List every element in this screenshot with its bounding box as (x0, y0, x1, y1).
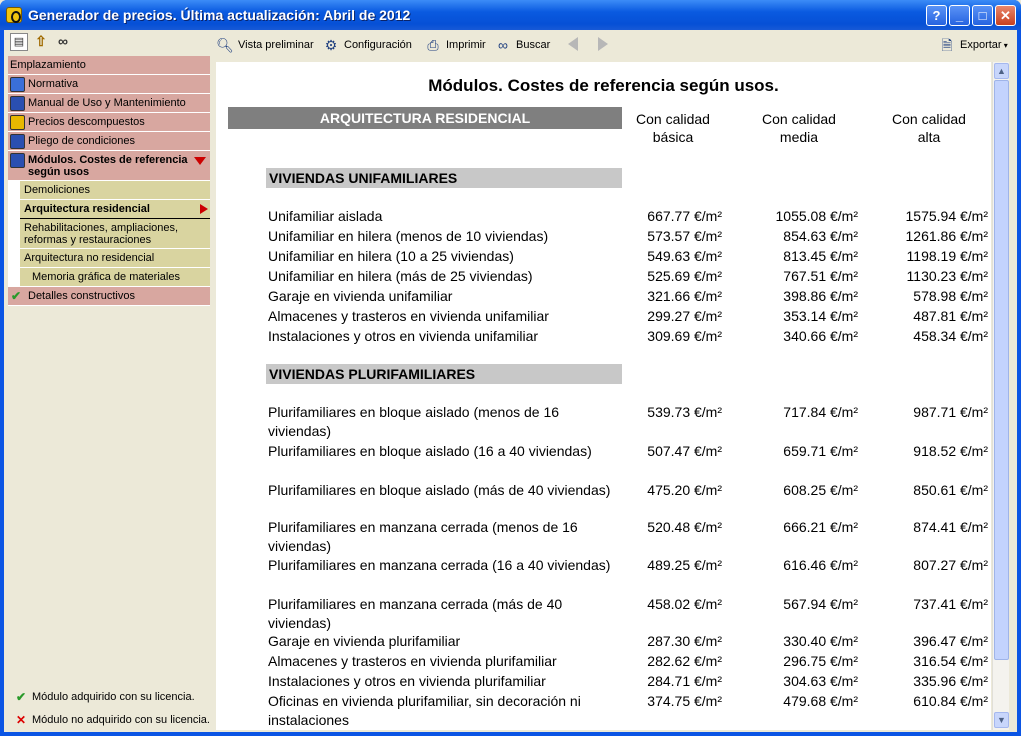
tree-item-precios[interactable] (8, 113, 210, 132)
modules-icon (10, 153, 25, 168)
config-button[interactable] (322, 35, 412, 55)
app-icon (6, 7, 22, 23)
subitem-arquitectura-residencial[interactable] (20, 200, 210, 219)
column-header-line: Con calidad (892, 111, 966, 127)
column-header-basica (608, 110, 738, 146)
value-media: 666.21 €/m² (783, 519, 858, 535)
value-basica: 539.73 €/m² (647, 404, 722, 420)
value-basica: 573.57 €/m² (647, 228, 722, 244)
up-folder-icon[interactable]: ⇧ (35, 33, 47, 49)
window-title: Generador de precios. Última actualización: Abril de 2012 (28, 7, 411, 23)
document-title: Módulos. Costes de referencia según usos. (428, 76, 779, 95)
document-view[interactable] (216, 62, 991, 730)
value-alta: 987.71 €/m² (913, 404, 988, 420)
row-label: Plurifamiliares en bloque aislado (16 a 40 viviendas) (268, 443, 592, 459)
value-basica: 525.69 €/m² (647, 268, 722, 284)
tree-item-manual[interactable] (8, 94, 210, 113)
magnifier-page-icon: 🔍︎ (216, 37, 234, 53)
row-label: Plurifamiliares en bloque aislado (más de 40 viviendas) (268, 482, 611, 498)
subitem-rehabilitaciones[interactable]: Rehabilitaciones, ampliaciones, reformas y restauraciones (20, 219, 210, 249)
binoculars-icon: ∞ (498, 37, 508, 53)
value-alta: 807.27 €/m² (913, 557, 988, 573)
legend-not-acquired (8, 711, 214, 729)
cross-icon: ✕ (16, 713, 27, 727)
back-arrow-icon[interactable] (568, 37, 578, 51)
value-basica: 507.47 €/m² (647, 443, 722, 459)
maximize-button[interactable]: □ (972, 5, 993, 26)
row-label: Plurifamiliares en manzana cerrada (menos de 16 viviendas) (268, 519, 578, 554)
value-media: 353.14 €/m² (783, 308, 858, 324)
subitem-demoliciones[interactable]: Demoliciones (20, 181, 210, 200)
navigation-tree (8, 56, 210, 306)
export-button[interactable] (938, 35, 1008, 55)
forward-arrow-icon[interactable] (598, 37, 608, 51)
value-media: 608.25 €/m² (783, 482, 858, 498)
config-label: Configuración (344, 39, 412, 51)
value-media: 330.40 €/m² (783, 633, 858, 649)
value-basica: 284.71 €/m² (647, 673, 722, 689)
value-alta: 1130.23 €/m² (906, 268, 988, 284)
left-pane (4, 30, 210, 732)
check-icon: ✔ (11, 289, 22, 303)
value-alta: 1261.86 €/m² (905, 228, 988, 244)
subitem-memoria-grafica[interactable]: Memoria gráfica de materiales (20, 268, 210, 287)
row-label: Unifamiliar en hilera (más de 25 viviendas) (268, 268, 533, 284)
row-label: Garaje en vivienda unifamiliar (268, 288, 453, 304)
row-label: Plurifamiliares en manzana cerrada (más de 40 viviendas) (268, 596, 563, 631)
preview-label: Vista preliminar (238, 39, 314, 51)
group-header-unifamiliares: VIVIENDAS UNIFAMILIARES (266, 168, 622, 188)
check-icon: ✔ (16, 690, 27, 704)
preview-button[interactable] (216, 35, 314, 55)
legend-acquired (8, 688, 214, 706)
tree-item-label: Módulos. Costes de referencia según usos (28, 154, 188, 178)
value-basica: 309.69 €/m² (647, 328, 722, 344)
legend-acquired-label: Módulo adquirido con su licencia. (32, 691, 195, 703)
value-basica: 475.20 €/m² (647, 482, 722, 498)
value-alta: 316.54 €/m² (913, 653, 988, 669)
value-alta: 335.96 €/m² (913, 673, 988, 689)
expanded-arrow-icon (194, 157, 206, 165)
value-basica: 667.77 €/m² (647, 208, 722, 224)
value-basica: 287.30 €/m² (647, 633, 722, 649)
value-basica: 520.48 €/m² (647, 519, 722, 535)
gear-icon: ⚙ (324, 37, 338, 53)
value-basica: 374.75 €/m² (647, 693, 722, 709)
selected-arrow-icon (200, 204, 208, 214)
value-basica: 489.25 €/m² (647, 557, 722, 573)
row-label: Unifamiliar en hilera (10 a 25 viviendas) (268, 248, 514, 264)
value-alta: 918.52 €/m² (913, 443, 988, 459)
column-header-line: Con calidad (762, 111, 836, 127)
value-media: 616.46 €/m² (783, 557, 858, 573)
value-alta: 396.47 €/m² (913, 633, 988, 649)
help-button[interactable]: ? (926, 5, 947, 26)
column-header-line: básica (652, 129, 694, 145)
value-media: 340.66 €/m² (783, 328, 858, 344)
column-header-line: media (779, 129, 819, 145)
value-alta: 610.84 €/m² (913, 693, 988, 709)
document-toolbar (210, 30, 1017, 60)
scroll-up-icon[interactable]: ▲ (994, 63, 1009, 79)
value-basica: 549.63 €/m² (647, 248, 722, 264)
value-media: 304.63 €/m² (783, 673, 858, 689)
scroll-down-icon[interactable]: ▼ (994, 712, 1009, 728)
left-toolbar (4, 30, 210, 54)
subitem-label: Arquitectura residencial (24, 203, 150, 215)
value-media: 398.86 €/m² (783, 288, 858, 304)
value-alta: 1575.94 €/m² (905, 208, 988, 224)
book-icon (10, 77, 25, 92)
value-alta: 874.41 €/m² (913, 519, 988, 535)
value-alta: 737.41 €/m² (913, 596, 988, 612)
value-media: 659.71 €/m² (783, 443, 858, 459)
row-label: Plurifamiliares en bloque aislado (menos de 16 viviendas) (268, 404, 560, 439)
tree-item-pliego[interactable] (8, 132, 210, 151)
value-basica: 458.02 €/m² (647, 596, 722, 612)
row-label: Instalaciones y otros en vivienda plurifamiliar (268, 673, 546, 689)
card-icon[interactable]: ▤ (10, 33, 28, 51)
row-label: Instalaciones y otros en vivienda unifamiliar (268, 328, 539, 344)
value-media: 854.63 €/m² (783, 228, 858, 244)
right-pane (210, 30, 1017, 732)
column-header-line: alta (917, 129, 941, 145)
print-button[interactable] (424, 35, 486, 55)
value-alta: 850.61 €/m² (913, 482, 988, 498)
subitem-arquitectura-no-residencial[interactable]: Arquitectura no residencial (20, 249, 210, 268)
tree-item-label: Normativa (28, 78, 79, 90)
tree-item-detalles[interactable] (8, 287, 210, 306)
export-document-icon: 🗎 (941, 37, 953, 53)
value-alta: 487.81 €/m² (913, 308, 988, 324)
minimize-button[interactable]: _ (949, 5, 970, 26)
row-label: Oficinas en vivienda plurifamiliar, sin decoración ni instalaciones (268, 693, 581, 728)
title-bar[interactable] (0, 0, 1021, 30)
wrench-icon (10, 96, 25, 111)
value-basica: 282.62 €/m² (647, 653, 722, 669)
print-label: Imprimir (446, 39, 486, 51)
column-header-line: Con calidad (636, 111, 710, 127)
column-header-media (734, 110, 864, 146)
vertical-scrollbar[interactable] (992, 62, 1009, 730)
value-media: 1055.08 €/m² (775, 208, 858, 224)
row-label: Unifamiliar en hilera (menos de 10 viviendas) (268, 228, 549, 244)
row-label: Garaje en vivienda plurifamiliar (268, 633, 461, 649)
value-media: 296.75 €/m² (783, 653, 858, 669)
coins-icon (10, 115, 25, 130)
document-icon (10, 134, 25, 149)
tree-item-label: Manual de Uso y Mantenimiento (28, 97, 186, 109)
value-media: 717.84 €/m² (783, 404, 858, 420)
close-button[interactable]: ✕ (995, 5, 1016, 26)
export-label: Exportar (960, 39, 1002, 51)
tree-item-label: Detalles constructivos (28, 290, 135, 302)
column-header-alta (864, 110, 991, 146)
tree-item-normativa[interactable] (8, 75, 210, 94)
value-media: 767.51 €/m² (783, 268, 858, 284)
binoculars-icon[interactable]: ∞ (58, 33, 68, 49)
tree-item-label: Pliego de condiciones (28, 135, 136, 147)
legend-not-acquired-label: Módulo no adquirido con su licencia. (32, 714, 210, 726)
search-button[interactable] (494, 35, 550, 55)
value-alta: 1198.19 €/m² (906, 248, 988, 264)
row-label: Almacenes y trasteros en vivienda plurifamiliar (268, 653, 557, 669)
scroll-thumb[interactable] (994, 80, 1009, 660)
tree-item-modulos[interactable] (8, 151, 210, 181)
value-media: 567.94 €/m² (783, 596, 858, 612)
printer-icon: ⎙ (427, 37, 439, 53)
value-basica: 299.27 €/m² (647, 308, 722, 324)
row-label: Almacenes y trasteros en vivienda unifamiliar (268, 308, 549, 324)
tree-root-emplazamiento[interactable]: Emplazamiento (8, 56, 210, 75)
search-label: Buscar (516, 39, 551, 51)
tree-item-label: Precios descompuestos (28, 116, 145, 128)
client-area (4, 30, 1017, 732)
section-header: ARQUITECTURA RESIDENCIAL (228, 107, 622, 129)
value-alta: 578.98 €/m² (913, 288, 988, 304)
value-basica: 321.66 €/m² (647, 288, 722, 304)
dropdown-arrow-icon: ▾ (1001, 41, 1008, 50)
value-media: 479.68 €/m² (783, 693, 858, 709)
value-media: 813.45 €/m² (783, 248, 858, 264)
row-label: Unifamiliar aislada (268, 208, 383, 224)
value-alta: 458.34 €/m² (913, 328, 988, 344)
row-label: Plurifamiliares en manzana cerrada (16 a 40 viviendas) (268, 557, 611, 573)
group-header-plurifamiliares: VIVIENDAS PLURIFAMILIARES (266, 364, 622, 384)
